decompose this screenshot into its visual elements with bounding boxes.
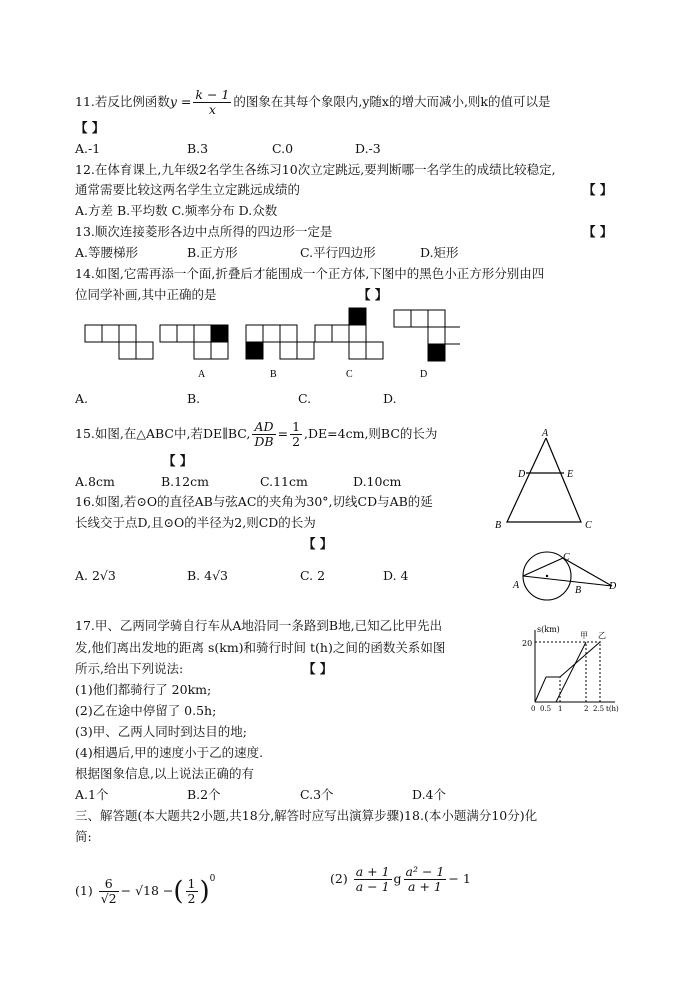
- q15-label-b: B: [495, 520, 502, 531]
- p2-label: (2): [330, 871, 348, 886]
- p1-a-den: √2: [100, 891, 117, 906]
- q11-option-c: C.0: [272, 141, 294, 156]
- q11-den: x: [208, 102, 216, 117]
- q14-fig-label-a: A: [198, 369, 206, 380]
- q17-graph-tick-0: 0: [531, 705, 536, 712]
- q15-label-d: D: [518, 469, 526, 480]
- q15-bracket: 【 】: [163, 453, 193, 468]
- p1-b-num: 1: [187, 876, 196, 891]
- q11-suffix: 的图象在其每个象限内,y随x的增大而减小,则k的值可以是: [233, 94, 551, 109]
- q11-option-d: D.-3: [355, 141, 381, 156]
- q16-line2: 长线交于点D,且⊙O的半径为2,则CD的长为: [75, 515, 316, 530]
- q17-line3: 所示,给出下列说法:: [75, 661, 184, 676]
- q14-line1: 14.如图,它需再添一个面,折叠后才能围成一个正方体,下图中的黑色小正方形分别由四: [75, 266, 545, 281]
- q17-option-b: B.2个: [187, 787, 221, 802]
- q15-label-e: E: [567, 469, 574, 480]
- q14-fig-label-d: D: [420, 369, 428, 380]
- q15-eq: =: [277, 426, 289, 441]
- q15-label-c: C: [585, 520, 592, 531]
- q11-option-a: A.-1: [75, 141, 101, 156]
- q15-fraction-ad-db: [252, 420, 275, 449]
- q17-item-1: (1)他们都骑行了 20km;: [75, 682, 212, 697]
- q13-option-a: A.等腰梯形: [75, 245, 139, 260]
- q11-option-b: B.3: [187, 141, 209, 156]
- q17-graph-xunit: t(h): [606, 705, 619, 712]
- q15-option-d: D.10cm: [353, 474, 402, 489]
- q14-bracket: 【 】: [358, 287, 388, 302]
- p2-tail: − 1: [448, 871, 471, 886]
- p2-a-den: a − 1: [355, 879, 390, 894]
- q16-circle-figure: [512, 548, 622, 603]
- sec3-problem-2: [330, 862, 471, 896]
- q17-bracket: 【 】: [303, 661, 333, 676]
- q15-option-b: B.12cm: [161, 474, 209, 489]
- q13-option-c: C.平行四边形: [300, 245, 376, 260]
- q12-bracket: 【 】: [583, 182, 613, 197]
- q17-item-2: (2)乙在途中停留了 0.5h;: [75, 703, 217, 718]
- q17-graph-tick-25: 2.5: [593, 705, 605, 712]
- q16-label-b: B: [575, 585, 582, 596]
- q17-item-4: (4)相遇后,甲的速度小于乙的速度.: [75, 745, 264, 760]
- q11-y: y =: [169, 94, 192, 109]
- q13-bracket: 【 】: [583, 224, 613, 239]
- p1-fraction-a: [99, 877, 119, 906]
- q14-net-b: [246, 325, 314, 359]
- q17-line1: 17.甲、乙两同学骑自行车从A地沿同一条路到B地,已知乙比甲先出: [75, 618, 443, 633]
- p1-fraction-b: [186, 877, 198, 906]
- q17-graph-ylabel: s(km): [537, 625, 560, 634]
- q14-fig-label-c: C: [346, 369, 353, 380]
- q17-graph: [520, 622, 620, 712]
- p2-a-num: a + 1: [355, 864, 390, 879]
- p1-a-num: 6: [99, 877, 119, 892]
- sec3-line1: 三、解答题(本大题共2小题,共18分,解答时应写出演算步骤)18.(本小题满分10分)化: [75, 808, 538, 823]
- q16-label-a: A: [513, 580, 520, 591]
- q15-f1-num: AD: [252, 420, 275, 435]
- q11-prefix: 11.若反比例函数: [75, 94, 170, 109]
- p1-label: (1): [75, 883, 93, 898]
- q17-graph-tick-05: 0.5: [540, 705, 552, 712]
- sec3-problem-1: (1) $\frac{6}{√2}$ − √18 −( $\frac{1}{2}$ )$^0$: [75, 874, 216, 907]
- q12-line2: 通常需要比较这两名学生立定跳远成绩的: [75, 182, 301, 197]
- q16-label-c: C: [563, 552, 570, 563]
- p1-b-den: 2: [187, 891, 196, 906]
- p2-b-num: a² − 1: [405, 864, 445, 879]
- q11-num: k − 1: [195, 87, 230, 102]
- q14-net-d: [394, 310, 460, 361]
- q12-options: A.方差 B.平均数 C.频率分布 D.众数: [75, 203, 278, 218]
- q16-option-a: A. 2√3: [75, 568, 116, 583]
- q17-graph-yi: 乙: [598, 631, 606, 640]
- q14-nets-figure: [80, 305, 460, 385]
- q14-net-original: [85, 325, 153, 359]
- q15-fraction-half: [290, 420, 302, 449]
- q14-line2: 位同学补画,其中正确的是: [75, 287, 217, 302]
- sec3-line2: 简:: [75, 829, 92, 844]
- q16-line1: 16.如图,若⊙O的直径AB与弦AC的夹角为30°,切线CD与AB的延: [75, 494, 433, 509]
- q15-option-a: A.8cm: [75, 474, 115, 489]
- p2-fraction-b: [404, 865, 447, 894]
- q15-prefix: 15.如图,在△ABC中,若DE∥BC,: [75, 426, 251, 441]
- q17-ask: 根据图象信息,以上说法正确的有: [75, 766, 254, 781]
- q13-line1: 13.顺次连接菱形各边中点所得的四边形一定是: [75, 224, 333, 239]
- q14-option-d: D.: [383, 391, 397, 406]
- q16-option-c: C. 2: [300, 568, 326, 583]
- q11-fraction: [193, 88, 231, 117]
- q14-net-a: [160, 325, 228, 359]
- q17-graph-jia: 甲: [580, 631, 588, 640]
- q14-option-c: C.: [298, 391, 312, 406]
- q15-f2-num: 1: [292, 419, 301, 434]
- q14-option-b: B.: [187, 391, 201, 406]
- q17-option-a: A.1个: [75, 787, 109, 802]
- p2-g: g: [393, 871, 402, 886]
- q15-triangle-figure: [490, 425, 610, 535]
- q16-label-d: D: [609, 581, 617, 592]
- p2-b-den: a + 1: [408, 879, 442, 894]
- q15-f1-den: DB: [254, 434, 274, 449]
- q15-stem: [75, 420, 437, 449]
- q11-bracket: 【 】: [75, 120, 105, 135]
- q17-line2: 发,他们离出发地的距离 s(km)和骑行时间 t(h)之间的函数关系如图: [75, 640, 446, 655]
- q13-option-d: D.矩形: [420, 245, 459, 260]
- q14-option-a: A.: [75, 391, 89, 406]
- q16-option-b: B. 4√3: [187, 568, 229, 583]
- q14-net-c: [315, 308, 383, 359]
- q15-option-c: C.11cm: [260, 474, 308, 489]
- q16-option-d: D. 4: [383, 568, 409, 583]
- q17-option-c: C.3个: [300, 787, 334, 802]
- q11-stem: [75, 88, 551, 117]
- q17-graph-tick-2: 2: [584, 705, 589, 712]
- q15-suffix: ,DE=4cm,则BC的长为: [304, 426, 438, 441]
- q14-fig-label-b: B: [270, 369, 277, 380]
- q17-option-d: D.4个: [412, 787, 447, 802]
- q17-item-3: (3)甲、乙两人同时到达目的地;: [75, 724, 247, 739]
- q17-graph-tick-1: 1: [558, 705, 563, 712]
- q12-line1: 12.在体育课上,九年级2名学生各练习10次立定跳远,要判断哪一名学生的成绩比较稳定,: [75, 162, 556, 177]
- q17-graph-y20: 20: [522, 639, 533, 648]
- q15-label-a: A: [542, 428, 549, 439]
- p2-fraction-a: [354, 865, 392, 894]
- q15-f2-den: 2: [292, 434, 301, 449]
- q13-option-b: B.正方形: [187, 245, 238, 260]
- p1-mid: − √18 −: [120, 883, 174, 898]
- q16-bracket: 【 】: [303, 536, 333, 551]
- p1-exp: 0: [209, 874, 216, 884]
